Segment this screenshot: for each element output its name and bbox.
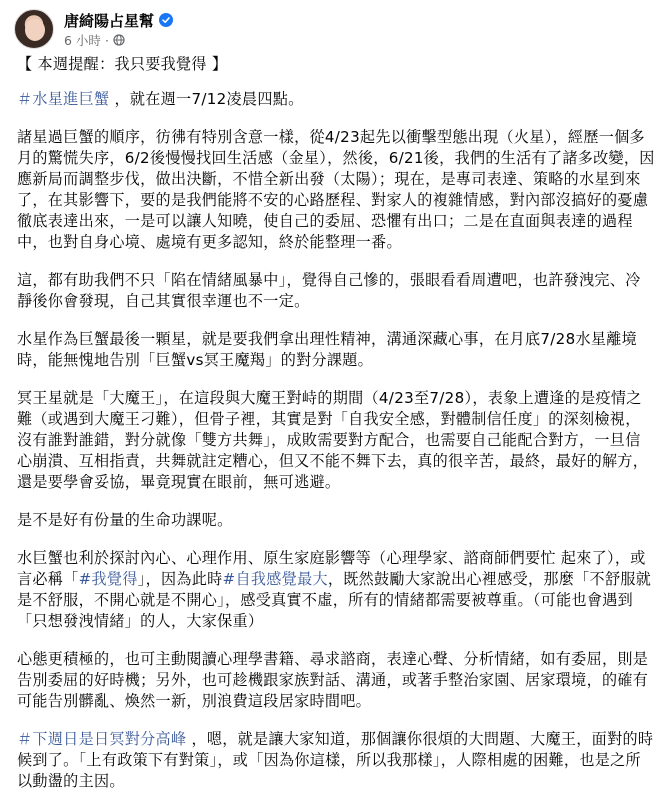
paragraph-6: 是不是好有份量的生命功課呢。: [17, 511, 233, 529]
hashtag-link[interactable]: ＃下週日是日冥對分高峰: [17, 730, 187, 748]
separator-dot: ·: [104, 32, 109, 48]
paragraph-5: 冥王星就是「大魔王」，在這段與大魔王對峙的期間（4/23至7/28），表象上遭逢的是疫情之難（或遇到大魔王刁難），但骨子裡，其實是對「自我安全感，對體制信任度」的深刻檢視，沒有誰對誰錯，對分就像「雙方共舞」，成敗需要對方配合，也需要自己能配合對方，一旦信心崩潰、互相指責，共舞就註定糟心，但又不能不舞下去，真的很辛苦，最終，最好的解方，還是要學會妥協，畢竟現實在眼前，無可逃避。: [17, 389, 649, 491]
paragraph-text: 」，因為此時: [137, 570, 223, 588]
hashtag-link[interactable]: #自我感覺最大: [222, 570, 328, 588]
paragraph-text: 水巨蟹也利於探討內心、心理作用、原生家庭影響等（心理學家、諮商師們要忙 起來了），或言必稱「: [17, 549, 646, 588]
author-name[interactable]: 唐綺陽占星幫: [64, 11, 155, 30]
hashtag-link[interactable]: ＃水星進巨蟹: [17, 90, 110, 108]
post-title: 【 本週提醒：我只要我覺得 】: [17, 55, 228, 73]
paragraph-3: 這，都有助我們不只「陷在情緒風暴中」，覺得自己慘的，張眼看看周遭吧，也許發洩完、冷靜後你會發現，自己其實很幸運也不一定。: [17, 271, 641, 310]
verified-badge-icon: [159, 13, 173, 27]
paragraph-4: 水星作為巨蟹最後一顆星，就是要我們拿出理性精神，溝通深藏心事，在月底7/28水星離境時，能無愧地告別「巨蟹vs冥王魔羯」的對分課題。: [17, 330, 638, 369]
paragraph-8: 心態更積極的，也可主動閱讀心理學書籍、尋求諮商，表達心聲、分析情緒，如有委屈，則是告別委屈的好時機；另外，也可趁機跟家族對話、溝通，或著手整治家園、居家環境，的確有可能告別髒亂、煥然一新，別浪費這段居家時間吧。: [17, 650, 649, 710]
post-time-row: [64, 31, 173, 49]
paragraph-text: ，就在週一7/12凌晨四點。: [109, 90, 304, 108]
paragraph-9: [17, 729, 655, 792]
post-timestamp[interactable]: 6 小時: [64, 33, 101, 48]
hashtag-link[interactable]: #我覺得: [78, 570, 138, 588]
post-header: [14, 4, 173, 54]
author-avatar[interactable]: [14, 9, 54, 49]
globe-icon[interactable]: [113, 34, 125, 46]
paragraph-7: [17, 548, 655, 632]
author-row: [64, 9, 173, 31]
paragraph-2: 諸星過巨蟹的順序，彷彿有特別含意一樣，從4/23起先以衝擊型態出現（火星），經歷一個多月的驚慌失序，6/2後慢慢找回生活感（金星），然後，6/21後，我們的生活有了諸多改變，因應新局而調整步伐，做出決斷，不惜全新出發（太陽）；現在，是專司表達、策略的水星到來了，在其影響下，要的是我們能將不安的心路歷程、對家人的複雜情感，對內部沒搞好的憂慮徹底表達出來，一是可以讓人知曉，使自己的委屈、恐懼有出口；二是在直面與表達的過程中，也對自身心境、處境有更多認知，終於能整理一番。: [17, 128, 655, 251]
post-body: [17, 54, 655, 809]
paragraph-text: ，既然鼓勵大家說出心裡感受，那麼「不舒服就是不舒服，不開心就是不開心」，感受真實不虛，所有的情緒都需要被尊重。（可能也會遇到「只想發洩情緒」的人，大家保重）: [17, 570, 652, 630]
paragraph-text: ，嗯，就是讓大家知道，那個讓你很煩的大問題、大魔王，面對的時候到了。「上有政策下有對策」，或「因為你這樣，所以我那樣」，人際相處的困難，也是之所以動盪的主因。: [17, 730, 654, 790]
post-meta: [64, 9, 173, 49]
paragraph-1: [17, 89, 655, 110]
